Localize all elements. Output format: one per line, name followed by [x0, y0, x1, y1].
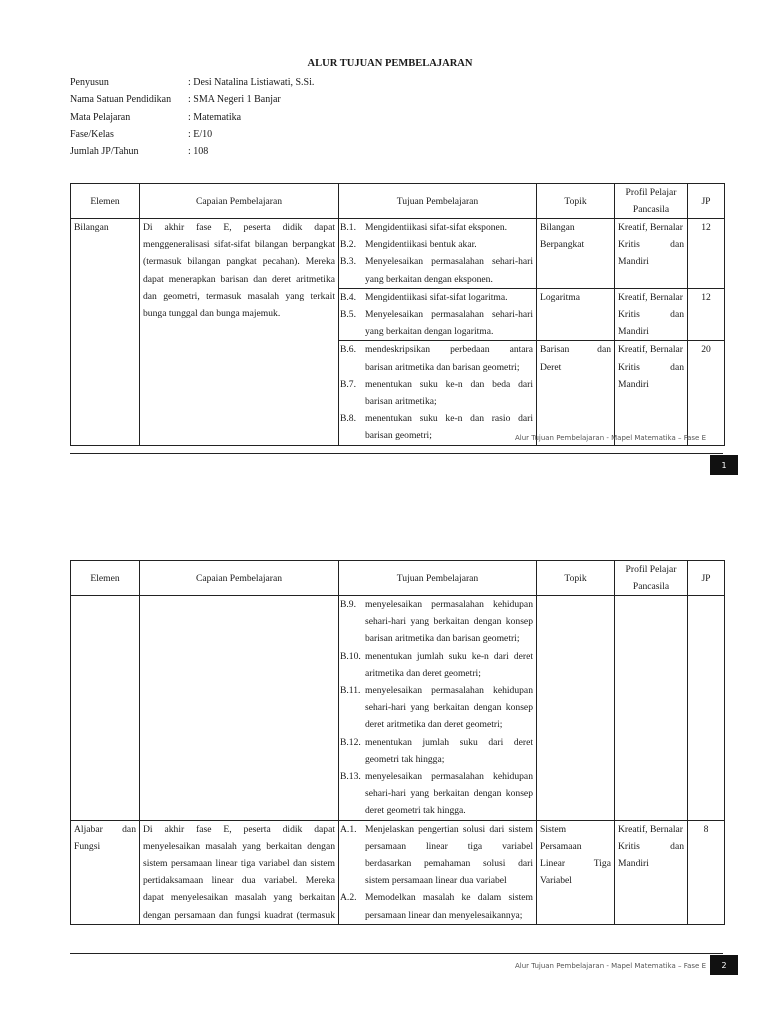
capaian-line: pertidaksamaan linear dua variabel. Mereka [143, 875, 335, 887]
topik-cell [537, 219, 615, 289]
footer-text: Alur Tujuan Pembelajaran - Mapel Matematika – Fase E [514, 962, 706, 970]
objective-text [365, 253, 533, 287]
topik-cell [537, 596, 615, 821]
capaian-cell [140, 596, 339, 821]
document-meta [70, 77, 314, 163]
profil-cell [615, 596, 688, 821]
header-capaian: Capaian Pembelajaran [140, 184, 339, 219]
objective-line: menentukan jumlah suku ke-n dari deret [365, 650, 533, 662]
objective-item [340, 648, 533, 682]
header-capaian: Capaian Pembelajaran [140, 561, 339, 596]
header-topik: Topik [537, 184, 615, 219]
objective-item [340, 253, 533, 287]
meta-label: Jumlah JP/Tahun [70, 146, 139, 158]
meta-value: : Matematika [188, 111, 242, 123]
profil-line: Kreatif, Bernalar [618, 823, 683, 835]
objective-text [365, 410, 533, 444]
topik-line: Berpangkat [540, 239, 585, 251]
objective-code: B.11. [340, 685, 361, 697]
profil-cell [615, 219, 688, 289]
objective-line: menentukan jumlah suku dari deret [365, 736, 533, 748]
objective-line: yang berkaitan dengan eksponen. [365, 273, 493, 285]
objective-line: menyelesaikan permasalahan kehidupan [365, 685, 533, 697]
footer-divider [70, 953, 723, 954]
objective-code: B.2. [340, 239, 356, 251]
meta-row [70, 112, 314, 129]
objective-item [340, 410, 533, 444]
topik-line: Persamaan [540, 840, 582, 852]
tujuan-cell [339, 820, 537, 924]
objective-text: Mengidentiikasi bentuk akar. [365, 239, 477, 251]
page-number: 2 [710, 955, 738, 975]
objective-text [365, 596, 533, 648]
topik-line: Linear Tiga [540, 858, 611, 870]
capaian-line: menyelesaikan masalah yang berkaitan dengan [143, 840, 335, 852]
objective-line: deret geometri tak hingga. [365, 805, 466, 817]
capaian-cell [140, 219, 339, 446]
meta-row [70, 94, 314, 111]
objective-item [340, 376, 533, 410]
page-number: 1 [710, 455, 738, 475]
header-profil [615, 561, 688, 596]
table-header-row [71, 561, 725, 596]
objective-line: sehari-hari yang berkaitan dengan konsep [365, 616, 533, 628]
objective-text [365, 821, 533, 890]
topik-line: Sistem [540, 823, 567, 835]
objective-item [340, 236, 533, 253]
learning-flow-table-page-2 [70, 560, 725, 925]
objective-line: menentukan suku ke-n dan rasio dari [365, 413, 533, 425]
objective-line: barisan aritmetika dan barisan geometri; [365, 361, 520, 373]
elemen-line: Aljabar dan [74, 823, 136, 835]
objective-code: B.13. [340, 771, 361, 783]
header-profil-line: Pancasila [632, 204, 670, 215]
objective-line: barisan aritmetika dan barisan geometri; [365, 633, 520, 645]
jp-cell: 12 [688, 219, 725, 289]
meta-row [70, 129, 314, 146]
table-row [71, 596, 725, 821]
capaian-cell [140, 820, 339, 924]
objective-line: berdasarkan pemahaman solusi dari [365, 858, 533, 870]
header-profil-line: Profil Pelajar [625, 564, 677, 575]
meta-label: Nama Satuan Pendidikan [70, 94, 172, 106]
objective-code: A.2. [340, 892, 357, 904]
objective-code: B.10. [340, 650, 361, 662]
elemen-cell [71, 596, 140, 821]
capaian-line: dan geometri, termasuk masalah yang terkait [143, 290, 335, 302]
meta-label: Fase/Kelas [70, 128, 114, 140]
topik-line: Barisan dan [540, 344, 611, 356]
objective-code: A.1. [340, 823, 357, 835]
objective-code: B.3. [340, 256, 356, 268]
capaian-line: menggeneralisasi sifat-sifat bilangan berpangkat [143, 239, 335, 251]
profil-line: Mandiri [618, 326, 649, 338]
objective-line: persamaan linear tiga variabel [365, 840, 533, 852]
table-row [71, 219, 725, 289]
objective-text [365, 376, 533, 410]
header-topik: Topik [537, 561, 615, 596]
objective-code: B.1. [340, 222, 356, 233]
jp-cell: 8 [688, 820, 725, 924]
objective-item [340, 341, 533, 375]
topik-cell [537, 820, 615, 924]
capaian-line: dapat menerapkan barisan dan deret aritmetika [143, 273, 335, 285]
header-elemen: Elemen [71, 561, 140, 596]
objective-line: Memodelkan masalah ke dalam sistem [365, 892, 533, 904]
jp-cell: 20 [688, 341, 725, 445]
profil-cell [615, 341, 688, 445]
objective-line: aritmetika dan deret geometri; [365, 667, 481, 679]
objective-item [340, 768, 533, 820]
document-page-1 [0, 0, 768, 480]
objective-line: mendeskripsikan perbedaan antara [365, 344, 533, 356]
objective-text [365, 648, 533, 682]
objective-code: B.6. [340, 344, 356, 356]
capaian-line: Di akhir fase E, peserta didik dapat [143, 222, 335, 233]
learning-flow-table-page-1 [70, 183, 725, 446]
objective-line: yang berkaitan dengan logaritma. [365, 326, 494, 338]
footer-text: Alur Tujuan Pembelajaran - Mapel Matematika – Fase E [514, 434, 706, 442]
capaian-line: dapat menyelesaikan masalah yang berkaitan [143, 892, 335, 904]
objective-item [340, 596, 533, 648]
objective-text [365, 341, 533, 375]
profil-cell [615, 288, 688, 341]
profil-line: Mandiri [618, 378, 649, 390]
objective-line: menentukan suku ke-n dan beda dari [365, 378, 533, 390]
profil-line: Kritis dan [618, 840, 684, 852]
objective-text [365, 682, 533, 734]
header-profil-line: Profil Pelajar [625, 187, 677, 198]
topik-line: Logaritma [540, 291, 580, 303]
tujuan-cell [339, 219, 537, 289]
objective-line: sistem persamaan linear dua variabel [365, 875, 507, 887]
objective-item [340, 821, 533, 890]
objective-item [340, 289, 533, 306]
objective-line: menyelesaikan permasalahan kehidupan [365, 771, 533, 783]
objective-text [365, 734, 533, 768]
tujuan-cell [339, 288, 537, 341]
topik-line: Bilangan [540, 222, 575, 233]
objective-line: persamaan linear dan menyelesaikannya; [365, 909, 523, 921]
objective-item [340, 219, 533, 236]
jp-cell: 12 [688, 288, 725, 341]
elemen-cell [71, 820, 140, 924]
objective-item [340, 889, 533, 923]
objective-item [340, 682, 533, 734]
document-page-2 [0, 520, 768, 1024]
header-profil-line: Pancasila [632, 581, 670, 592]
profil-line: Kritis dan [618, 239, 684, 251]
jp-cell [688, 596, 725, 821]
capaian-line: Di akhir fase E, peserta didik dapat [143, 823, 335, 835]
objective-code: B.9. [340, 599, 356, 610]
tujuan-cell [339, 596, 537, 821]
header-elemen: Elemen [71, 184, 140, 219]
objective-line: barisan geometri; [365, 430, 432, 442]
objective-line: Menjelaskan pengertian solusi dari sistem [365, 823, 533, 835]
topik-line: Deret [540, 361, 562, 373]
tujuan-cell [339, 341, 537, 445]
meta-row [70, 146, 314, 163]
objective-text [365, 889, 533, 923]
capaian-line: bunga tunggal dan bunga majemuk. [143, 308, 281, 320]
objective-line: Menyelesaikan permasalahan sehari-hari [365, 309, 533, 321]
objective-item [340, 734, 533, 768]
objective-line: sehari-hari yang berkaitan dengan konsep [365, 702, 533, 714]
profil-cell [615, 820, 688, 924]
objective-text: Mengidentiikasi sifat-sifat logaritma. [365, 291, 508, 303]
objective-line: menyelesaikan permasalahan kehidupan [365, 599, 533, 610]
objective-text [365, 768, 533, 820]
profil-line: Kreatif, Bernalar [618, 344, 683, 356]
objective-item [340, 306, 533, 340]
elemen-line: Fungsi [74, 840, 101, 852]
meta-label: Mata Pelajaran [70, 111, 131, 123]
meta-label: Penyusun [70, 77, 109, 88]
topik-line: Variabel [540, 875, 572, 887]
objective-code: B.12. [340, 736, 361, 748]
objective-code: B.7. [340, 378, 356, 390]
footer-divider [70, 453, 723, 454]
capaian-line: sistem persamaan linear tiga variabel dan sistem [143, 858, 335, 870]
objective-line: sehari-hari yang berkaitan dengan konsep [365, 788, 533, 800]
objective-code: B.5. [340, 309, 356, 321]
meta-row [70, 77, 314, 94]
objective-line: geometri tak hingga; [365, 753, 445, 765]
document-title: ALUR TUJUAN PEMBELAJARAN [307, 58, 473, 69]
objective-line: deret aritmetika dan deret geometri; [365, 719, 503, 731]
header-tujuan: Tujuan Pembelajaran [339, 184, 537, 219]
objective-line: barisan aritmetika; [365, 396, 437, 408]
table-header-row [71, 184, 725, 219]
topik-cell [537, 288, 615, 341]
capaian-line: (termasuk bilangan pangkat pecahan). Mereka [143, 256, 335, 268]
objective-line: Menyelesaikan permasalahan sehari-hari [365, 256, 533, 268]
table-row [71, 820, 725, 924]
meta-value: : SMA Negeri 1 Banjar [188, 94, 281, 106]
topik-cell [537, 341, 615, 445]
header-profil [615, 184, 688, 219]
capaian-line: dengan persamaan dan fungsi kuadrat (termasuk [143, 909, 335, 921]
header-tujuan: Tujuan Pembelajaran [339, 561, 537, 596]
elemen-cell: Bilangan [71, 219, 140, 446]
meta-value: : E/10 [188, 128, 213, 140]
objective-text [365, 306, 533, 340]
profil-line: Kritis dan [618, 309, 684, 321]
profil-line: Kreatif, Bernalar [618, 222, 683, 233]
header-jp: JP [688, 561, 725, 596]
profil-line: Kritis dan [618, 361, 684, 373]
header-jp: JP [688, 184, 725, 219]
profil-line: Mandiri [618, 858, 649, 870]
objective-text: Mengidentiikasi sifat-sifat eksponen. [365, 222, 508, 233]
meta-value: : 108 [188, 146, 209, 158]
profil-line: Mandiri [618, 256, 649, 268]
profil-line: Kreatif, Bernalar [618, 291, 683, 303]
objective-code: B.4. [340, 291, 356, 303]
objective-code: B.8. [340, 413, 356, 425]
meta-value: : Desi Natalina Listiawati, S.Si. [188, 77, 315, 88]
